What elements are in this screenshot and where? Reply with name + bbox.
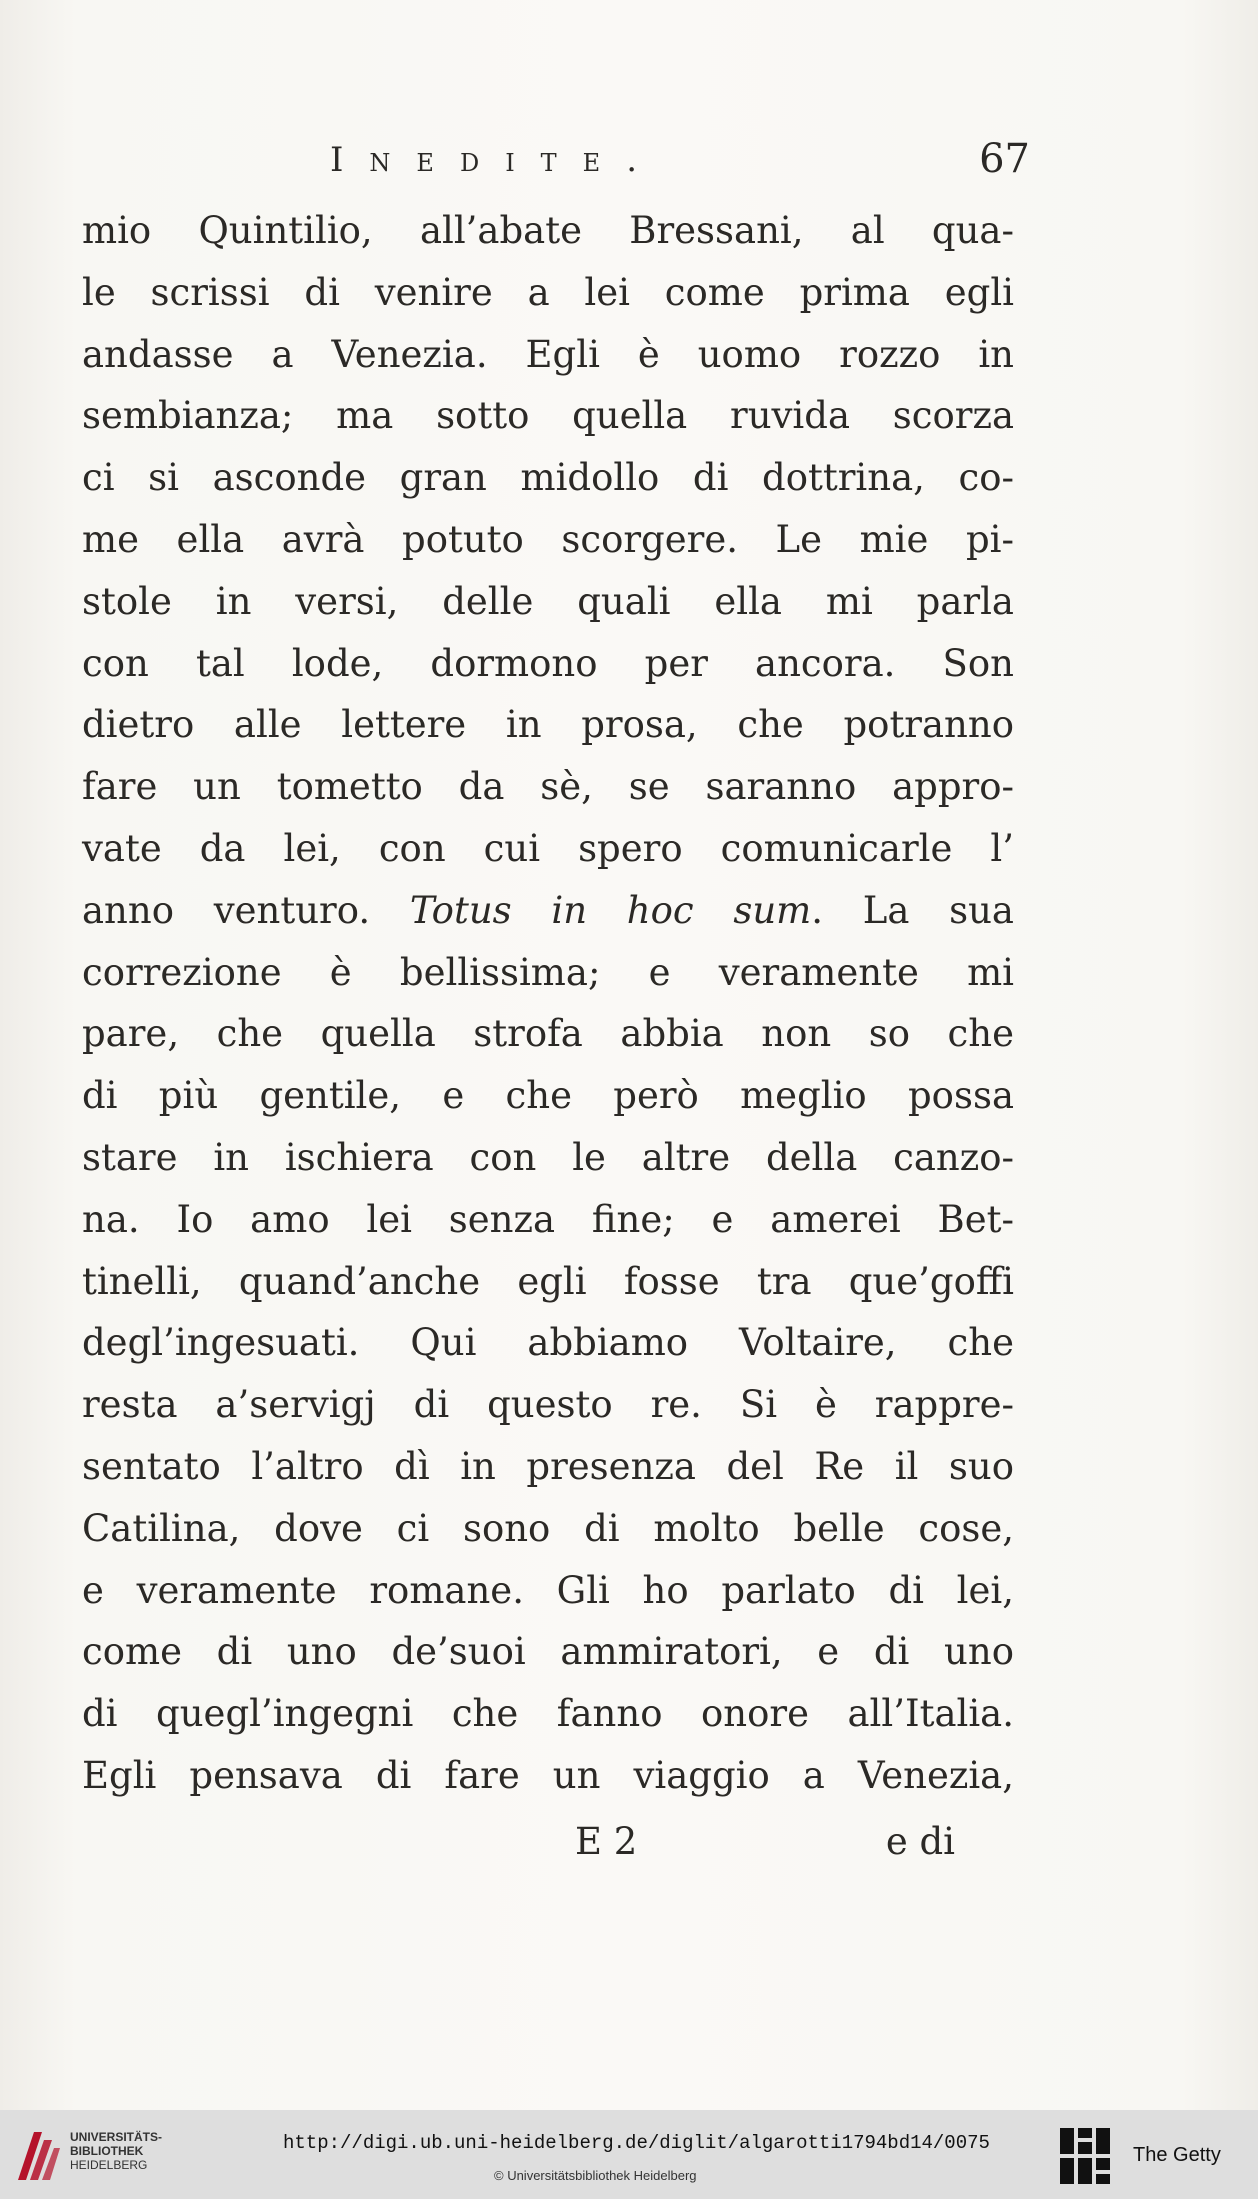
- latin-phrase: Totus in hoc sum: [409, 888, 812, 932]
- permalink-url[interactable]: http://digi.ub.uni-heidelberg.de/diglit/algarotti1794bd14/0075: [283, 2132, 990, 2154]
- text-line: correzione è bellissima; e veramente mi: [82, 950, 1014, 994]
- text-line: vate da lei, con cui spero comunicarle l’: [82, 826, 1014, 870]
- text-line: degl’ingesuati. Qui abbiamo Voltaire, che: [82, 1321, 1014, 1365]
- university-library-name: [70, 2130, 162, 2172]
- line-text-before: anno venturo.: [82, 888, 410, 932]
- text-line: sembianza; ma sotto quella ruvida scorza: [82, 394, 1014, 438]
- text-line: e veramente romane. Gli ho parlato di lei,: [82, 1568, 1014, 1612]
- text-line: pare, che quella strofa abbia non so che: [82, 1012, 1014, 1056]
- page-header: [330, 136, 1030, 190]
- text-line: stare in ischiera con le altre della canzo-: [82, 1135, 1014, 1179]
- text-line: na. Io amo lei senza fine; e amerei Bet-: [82, 1197, 1014, 1241]
- text-line: con tal lode, dormono per ancora. Son: [82, 641, 1014, 685]
- signature-mark: E 2: [575, 1820, 638, 1863]
- library-footer-bar: [0, 2110, 1258, 2199]
- text-line: Catilina, dove ci sono di molto belle cose,: [82, 1506, 1014, 1550]
- text-line: tinelli, quand’anche egli fosse tra que’goffi: [82, 1259, 1014, 1303]
- getty-label: The Getty: [1133, 2144, 1221, 2166]
- text-line: andasse a Venezia. Egli è uomo rozzo in: [82, 332, 1014, 376]
- university-library-logo-icon: [14, 2122, 62, 2184]
- text-line: mio Quintilio, all’abate Bressani, al qua-: [82, 209, 1014, 252]
- text-line: come di uno de’suoi ammiratori, e di uno: [82, 1630, 1014, 1674]
- text-line: me ella avrà potuto scorgere. Le mie pi-: [82, 517, 1014, 561]
- page-footer: [575, 1820, 955, 1880]
- page-number: 67: [979, 136, 1030, 182]
- library-name-line: UNIVERSITÄTS-: [70, 2130, 163, 2144]
- text-line: di quegl’ingegni che fanno onore all’Italia.: [82, 1692, 1014, 1736]
- getty-logo-icon: [1058, 2126, 1114, 2186]
- body-text: [82, 200, 1014, 1807]
- text-line: le scrissi di venire a lei come prima egli: [82, 270, 1014, 314]
- text-line: sentato l’altro dì in presenza del Re il suo: [82, 1444, 1014, 1488]
- running-head: Inedite.: [330, 140, 664, 180]
- text-line: fare un tometto da sè, se saranno appro-: [82, 765, 1014, 809]
- text-line: stole in versi, delle quali ella mi parla: [82, 579, 1014, 623]
- text-line: dietro alle lettere in prosa, che potranno: [82, 703, 1014, 747]
- text-line: di più gentile, e che però meglio possa: [82, 1074, 1014, 1118]
- line-text-after: . La sua: [811, 888, 1014, 932]
- library-name-line: HEIDELBERG: [70, 2158, 148, 2172]
- text-line-with-latin: [82, 880, 1014, 942]
- copyright-notice: © Universitätsbibliothek Heidelberg: [494, 2168, 697, 2183]
- text-line: resta a’servigj di questo re. Si è rappre-: [82, 1383, 1014, 1427]
- text-line: Egli pensava di fare un viaggio a Venezia,: [82, 1753, 1014, 1797]
- library-name-line: BIBLIOTHEK: [70, 2144, 144, 2158]
- text-line: ci si asconde gran midollo di dottrina, co-: [82, 456, 1014, 500]
- catchword: e di: [885, 1820, 955, 1863]
